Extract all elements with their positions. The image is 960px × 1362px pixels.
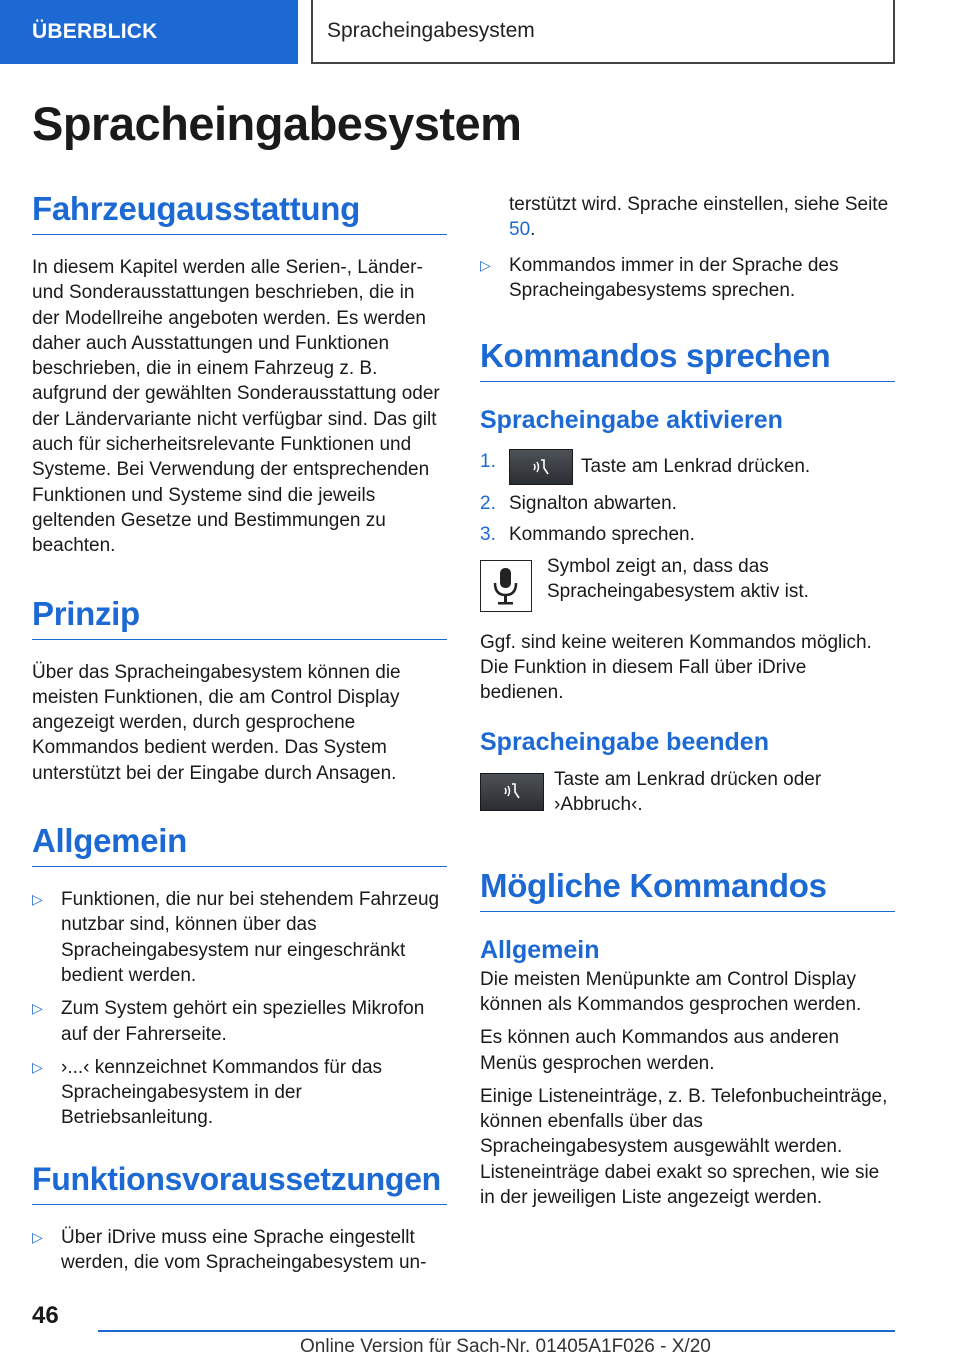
page-link[interactable]: 50 (509, 219, 531, 241)
triangle-right-icon: ▷ (32, 1058, 43, 1075)
list-item: 1. Taste am Lenkrad drücken. (480, 449, 895, 485)
fahrzeugausstattung-text: In diesem Kapitel werden alle Serien-, Länder- und Sonderausstattungen beschrieben, die in der Modellreihe angeboten werden. Es werden daher auch Ausstattungen und Funktionen beschrieben, die in einem Fahrzeug z. B. aufgrund der gewählten Sonderausstattung oder der Ländervariante nicht verfügbar sind. Das gilt auch für sicherheitsrelevante Funktionen und Systeme. Bei Verwendung der entsprechenden Funktionen und Systeme sind die jeweils geltenden Gesetze und Bestimmungen zu beachten. (32, 257, 440, 557)
right-column (480, 192, 895, 1210)
beenden-text: Taste am Lenkrad drücken oder ›Abbruch‹. (554, 768, 822, 815)
heading-funktionsvoraussetzungen: Funktionsvoraussetzungen (32, 1161, 447, 1205)
moegliche-p3: Einige Listeneinträge, z. B. Telefonbucheinträge, können ebenfalls über das Spracheingabesystem ausgewählt werden. Listeneinträge dabei exakt so sprechen, wie sie in der jeweiligen Liste angezeigt werden. (480, 1085, 888, 1209)
footer-text: Online Version für Sach-Nr. 01405A1F026 - X/20 (300, 1336, 711, 1357)
heading-spracheingabe-aktivieren: Spracheingabe aktivieren (480, 406, 783, 435)
triangle-right-icon: ▷ (32, 1000, 43, 1017)
heading-kommandos-sprechen: Kommandos sprechen (480, 337, 895, 382)
list-item: ▷ Über iDrive muss eine Sprache eingestellt werden, die vom Spracheingabesystem un- (32, 1226, 427, 1274)
voraussetzungen-list-cont (480, 253, 895, 304)
page-title: Spracheingabesystem (32, 97, 522, 150)
heading-spracheingabe-beenden: Spracheingabe beenden (480, 727, 769, 756)
voice-button-icon (480, 773, 544, 811)
triangle-right-icon: ▷ (32, 1228, 43, 1245)
list-item: ▷ ›...‹ kennzeichnet Kommandos für das Spracheingabesystem in der Betriebsanleitung. (32, 1056, 383, 1129)
aktivieren-note: Ggf. sind keine weiteren Kommandos möglich. Die Funktion in diesem Fall über iDrive bedienen. (480, 631, 872, 704)
chapter-tab: Spracheingabesystem (311, 0, 895, 64)
beenden-row (480, 767, 895, 827)
list-item: ▷ Kommandos immer in der Sprache des Spracheingabesystems sprechen. (480, 254, 839, 301)
prinzip-text: Über das Spracheingabesystem können die meisten Funktionen, die am Control Display angezeigt werden, durch gesprochene Kommandos bedient werden. Das System unterstützt bei der Eingabe durch Ansagen. (32, 661, 401, 784)
moegliche-p2: Es können auch Kommandos aus anderen Menüs gesprochen werden. (480, 1027, 840, 1074)
allgemein-list (32, 887, 447, 1131)
heading-moegliche-kommandos: Mögliche Kommandos (480, 867, 895, 912)
page-header (0, 0, 960, 66)
heading-allgemein-sub: Allgemein (480, 935, 600, 964)
section-tab: ÜBERBLICK (0, 0, 298, 64)
voraussetzungen-list (32, 1225, 447, 1276)
continued-text: terstützt wird. Sprache einstellen, siehe Seite 50. (509, 194, 889, 241)
list-item: ▷ Funktionen, die nur bei stehendem Fahrzeug nutzbar sind, können über das Spracheingabesystem nur eingeschränkt bedient werden. (32, 889, 440, 986)
microphone-icon (480, 560, 532, 612)
symbol-text: Symbol zeigt an, dass das Spracheingabesystem aktiv ist. (547, 555, 809, 603)
triangle-right-icon: ▷ (32, 891, 43, 908)
steps-list (480, 449, 895, 548)
left-column (32, 190, 447, 1283)
voice-button-icon (509, 449, 573, 485)
list-item: ▷ Zum System gehört ein spezielles Mikrofon auf der Fahrerseite. (32, 998, 425, 1045)
heading-allgemein: Allgemein (32, 822, 447, 867)
symbol-row (480, 554, 895, 616)
triangle-right-icon: ▷ (480, 256, 491, 273)
footer-divider (98, 1330, 895, 1332)
page-number: 46 (32, 1302, 59, 1329)
list-item: 2. Signalton abwarten. (480, 493, 677, 515)
moegliche-p1: Die meisten Menüpunkte am Control Display können als Kommandos gesprochen werden. (480, 968, 862, 1015)
heading-fahrzeugausstattung: Fahrzeugausstattung (32, 190, 447, 235)
heading-prinzip: Prinzip (32, 595, 447, 640)
list-item: 3. Kommando sprechen. (480, 524, 695, 546)
